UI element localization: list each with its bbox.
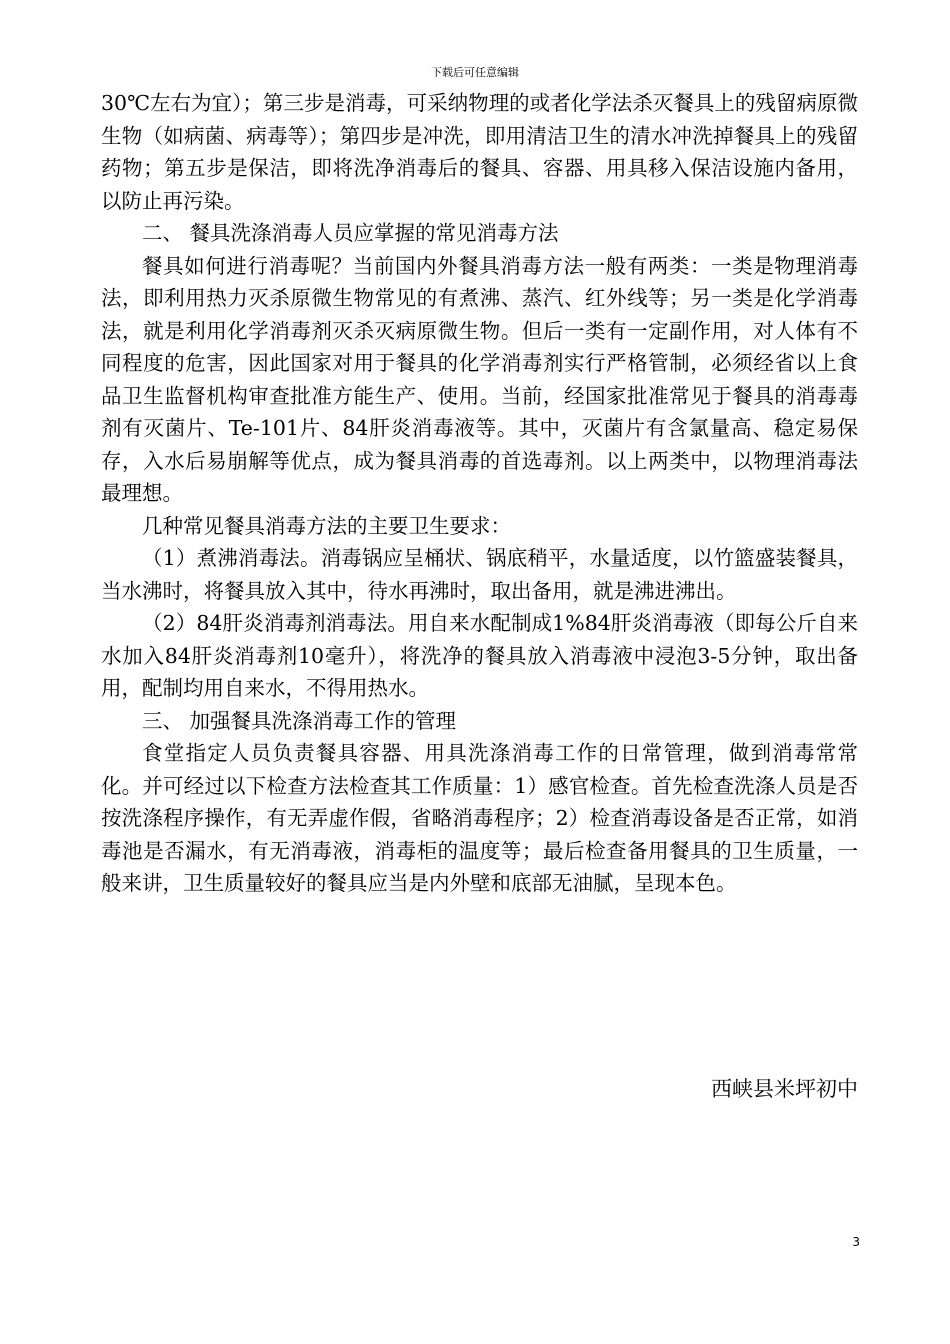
document-body <box>101 87 858 900</box>
paragraph-continuation: 30℃左右为宜）；第三步是消毒，可采纳物理的或者化学法杀灭餐具上的残留病原微生物（如病菌、病毒等）；第四步是冲洗，即用清洁卫生的清水冲洗掉餐具上的残留药物；第五步是保洁，即将洗净消毒后的餐具、容器、用具移入保洁设施内备用，以防止再污染。 <box>101 91 858 213</box>
paragraph-disinfection-methods: 餐具如何进行消毒呢？当前国内外餐具消毒方法一般有两类：一类是物理消毒法，即利用热力灭杀原微生物常见的有煮沸、蒸汽、红外线等；另一类是化学消毒法，就是利用化学消毒剂灭杀灭病原微生物。但后一类有一定副作用，对人体有不同程度的危害，因此国家对用于餐具的化学消毒剂实行严格管制，必须经省以上食品卫生监督机构审查批准方能生产、使用。当前，经国家批准常见于餐具的消毒毒剂有灭菌片、Te-101片、84肝炎消毒液等。其中，灭菌片有含氯量高、稳定易保存，入水后易崩解等优点，成为餐具消毒的首选毒剂。以上两类中，以物理消毒法最理想。 <box>101 253 858 505</box>
section-heading-3: 三、 加强餐具洗涤消毒工作的管理 <box>142 708 457 733</box>
paragraph-84-disinfectant-method: （2）84肝炎消毒剂消毒法。用自来水配制成1%84肝炎消毒液（即每公斤自来水加入84肝炎消毒剂10毫升），将洗净的餐具放入消毒液中浸泡3-5分钟，取出备用，配制均用自来水，不得用热水。 <box>101 611 858 700</box>
page-number: 3 <box>852 1235 860 1249</box>
section-heading-2: 二、 餐具洗涤消毒人员应掌握的常见消毒方法 <box>142 221 559 245</box>
paragraph-management: 食堂指定人员负责餐具容器、用具洗涤消毒工作的日常管理，做到消毒常常化。并可经过以下检查方法检查其工作质量：1）感官检查。首先检查洗涤人员是否按洗涤程序操作，有无弄虚作假，省略消毒程序；2）检查消毒设备是否正常，如消毒池是否漏水，有无消毒液，消毒柜的温度等；最后检查备用餐具的卫生质量，一般来讲，卫生质量较好的餐具应当是内外壁和底部无油腻，呈现本色。 <box>101 741 858 895</box>
paragraph-boiling-method: （1）煮沸消毒法。消毒锅应呈桶状、锅底稍平，水量适度，以竹篮盛装餐具，当水沸时，将餐具放入其中，待水再沸时，取出备用，就是沸进沸出。 <box>101 546 858 603</box>
header-note: 下载后可任意编辑 <box>431 66 519 79</box>
signature-school: 西峡县米坪初中 <box>711 1077 858 1101</box>
paragraph-hygiene-requirements-intro: 几种常见餐具消毒方法的主要卫生要求： <box>142 513 511 538</box>
